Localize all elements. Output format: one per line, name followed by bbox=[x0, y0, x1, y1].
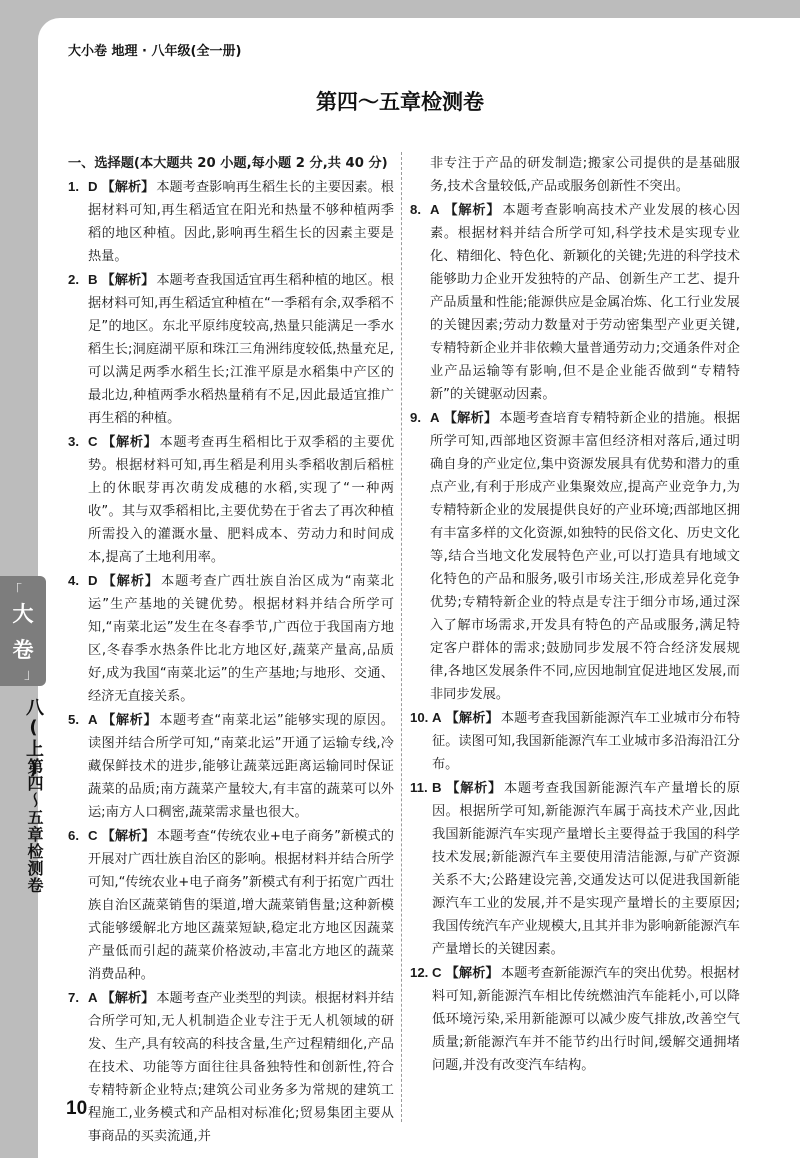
answer-letter: D bbox=[88, 573, 98, 588]
tab-char-1: 大 bbox=[12, 602, 34, 626]
question-body bbox=[88, 569, 394, 708]
analysis-tag: 【解析】 bbox=[101, 435, 158, 450]
answer-letter: B bbox=[432, 780, 442, 795]
tab-bracket-close: 」 bbox=[24, 667, 38, 683]
answer-letter: C bbox=[88, 434, 98, 449]
side-grade-label: 八(上) bbox=[23, 698, 44, 780]
analysis-tag: 【解析】 bbox=[101, 574, 160, 589]
right-column bbox=[410, 152, 740, 1077]
analysis-tag: 【解析】 bbox=[101, 713, 158, 728]
question-item bbox=[68, 824, 394, 986]
analysis-tag: 【解析】 bbox=[101, 180, 155, 195]
analysis-text: 本题考查我国适宜再生稻种植的地区。根据材料可知,再生稻适宜种植在“一季稻有余,双季稻不足”的地区。东北平原纬度较高,热量只能满足一季水稻生长;洞庭湖平原和珠江三角洲纬度较低,热量充足,可以满足两季水稻生长;江淮平原是水稻集中产区的最北边,种植两季水稻热量稍有不足,因此最适宜推广再生稻的种植。 bbox=[88, 273, 394, 426]
continuation-text: 非专注于产品的研发制造;搬家公司提供的是基础服务,技术含量较低,产品或服务创新性不突出。 bbox=[430, 156, 740, 194]
question-number: 12. bbox=[410, 965, 429, 980]
analysis-text: 本题考查影响再生稻生长的主要因素。根据材料可知,再生稻适宜在阳光和热量不够种植两季稻的地区种植。因此,影响再生稻生长的因素主要是热量。 bbox=[88, 180, 394, 264]
question-item bbox=[410, 706, 740, 776]
section-header: 一、选择题(本大题共 20 小题,每小题 2 分,共 40 分) bbox=[68, 156, 388, 171]
analysis-tag: 【解析】 bbox=[443, 411, 498, 426]
answer-letter: A bbox=[432, 710, 442, 725]
question-item bbox=[410, 406, 740, 706]
question-number: 2. bbox=[68, 272, 79, 287]
question-item bbox=[68, 569, 394, 708]
tab-char-2: 卷 bbox=[12, 638, 34, 662]
series-header: 大小卷 地理 · 八年级(全一册) bbox=[68, 44, 242, 59]
analysis-tag: 【解析】 bbox=[445, 711, 499, 726]
analysis-text: 本题考查再生稻相比于双季稻的主要优势。根据材料可知,再生稻是利用头季稻收割后稻桩上的休眠芽再次萌发成穗的水稻,实现了“一种两收”。其与双季稻相比,主要优势在于省去了再次种植所需投入的灌溉水量、肥料成本、劳动力和时间成本,提高了土地利用率。 bbox=[88, 435, 395, 565]
question-body bbox=[88, 175, 394, 268]
question-number: 9. bbox=[410, 410, 421, 425]
question-body bbox=[432, 706, 740, 776]
question-item bbox=[68, 268, 394, 430]
left-question-list bbox=[68, 175, 394, 1148]
analysis-text: 本题考查我国新能源汽车工业城市分布特征。读图可知,我国新能源汽车工业城市多沿海沿江分布。 bbox=[432, 711, 741, 772]
question-item bbox=[410, 776, 740, 961]
question-body bbox=[430, 406, 740, 706]
answer-letter: D bbox=[88, 179, 98, 194]
page-number: 10 bbox=[66, 1098, 88, 1119]
analysis-tag: 【解析】 bbox=[101, 273, 155, 288]
analysis-tag: 【解析】 bbox=[445, 966, 499, 981]
question-body bbox=[88, 430, 394, 569]
analysis-tag: 【解析】 bbox=[101, 829, 155, 844]
question-body bbox=[430, 198, 740, 406]
analysis-text: 本题考查“南菜北运”能够实现的原因。读图并结合所学可知,“南菜北运”开通了运输专线,冷藏保鲜技术的进步,能够让蔬菜远距离运输同时保证蔬菜的品质;南方蔬菜产量较大,有丰富的蔬菜可以外运;南方人口稠密,蔬菜需求量也很大。 bbox=[88, 713, 394, 820]
question-number: 5. bbox=[68, 712, 79, 727]
question-item bbox=[68, 986, 394, 1148]
question-number: 7. bbox=[68, 990, 79, 1005]
question-number: 4. bbox=[68, 573, 79, 588]
question-body bbox=[432, 961, 740, 1077]
question-item bbox=[68, 430, 394, 569]
answer-letter: A bbox=[88, 990, 98, 1005]
analysis-tag: 【解析】 bbox=[445, 781, 502, 796]
answer-letter: A bbox=[430, 410, 440, 425]
analysis-text: 本题考查影响高技术产业发展的核心因素。根据材料并结合所学可知,科学技术是实现专业化、精细化、特色化、新颖化的关键;先进的科学技术能够助力企业开发独特的产品、创新生产工艺、提升产品质量和性能;能源供应是金属冶炼、化工行业发展的关键因素;劳动力数量对于劳动密集型产业更关键,专精特新企业并非依赖大量普通劳动力;交通条件对企业产品运输等有影响,但不是企业能否做到“专精特新”的关键驱动因素。 bbox=[430, 203, 741, 402]
question-item bbox=[410, 198, 740, 406]
question-number: 8. bbox=[410, 202, 421, 217]
question-body bbox=[432, 776, 740, 961]
analysis-text: 本题考查新能源汽车的突出优势。根据材料可知,新能源汽车相比传统燃油汽车能耗小,可以降低环境污染,采用新能源可以减少废气排放,改善空气质量;新能源汽车并不能节约出行时间,缓解交通拥堵问题,并没有改变汽车结构。 bbox=[432, 966, 741, 1073]
question-body bbox=[88, 708, 394, 824]
side-chapter-label: 第四～五章检测卷 bbox=[25, 758, 44, 894]
answer-letter: B bbox=[88, 272, 98, 287]
side-tab bbox=[0, 576, 46, 686]
question-number: 10. bbox=[410, 710, 429, 725]
question-number: 11. bbox=[410, 780, 428, 795]
analysis-text: 本题考查广西壮族自治区成为“南菜北运”生产基地的关键优势。根据材料并结合所学可知,“南菜北运”发生在冬春季节,广西位于我国南方地区,冬春季水热条件比北方地区好,蔬菜产量高,品质好,成为我国“南菜北运”的生产基地;与地形、交通、经济无直接关系。 bbox=[88, 574, 394, 704]
analysis-text: 本题考查培育专精特新企业的措施。根据所学可知,西部地区资源丰富但经济相对落后,通过明确自身的产业定位,集中资源发展具有优势和潜力的重点产业,有利于形成产业集聚效应,提高产业竞争力,为专精特新企业的发展提供良好的产业环境;西部地区拥有丰富多样的文化资源,如独特的民俗文化、历史文化等,结合当地文化发展特色产业,可以打造具有地域文化特色的产品和服务,吸引市场关注,形成差异化竞争优势;专精特新企业的特点是专注于细分市场,通过深入了解市场需求,开发具有特色的产品或服务,满足特定客户群体的需求;鼓励同步发展不符合经济发展规律,各地区发展条件不同,应因地制宜促进地区发展,而非同步发展。 bbox=[430, 411, 741, 702]
question-item bbox=[68, 708, 394, 824]
question-body bbox=[88, 824, 394, 986]
question-number: 3. bbox=[68, 434, 79, 449]
question-number: 1. bbox=[68, 179, 79, 194]
column-divider bbox=[401, 152, 402, 1122]
analysis-tag: 【解析】 bbox=[101, 991, 155, 1006]
answer-letter: A bbox=[430, 202, 440, 217]
analysis-text: 本题考查产业类型的判读。根据材料并结合所学可知,无人机制造企业专注于无人机领域的研发、生产,具有较高的科技含量,生产过程精细化,产品在技术、功能等方面往往具备独特性和创新性,符合专精特新企业特点;建筑公司业务多为常规的建筑工程施工,业务模式和产品相对标准化;贸易集团主要从事商品的买卖流通,并 bbox=[88, 991, 394, 1144]
tab-bracket-open: 「 bbox=[8, 583, 22, 599]
page-title: 第四～五章检测卷 bbox=[316, 90, 484, 114]
question-body bbox=[88, 986, 394, 1148]
answer-letter: C bbox=[432, 965, 442, 980]
analysis-tag: 【解析】 bbox=[443, 203, 501, 218]
answer-letter: C bbox=[88, 828, 98, 843]
right-question-list bbox=[410, 198, 740, 1077]
left-column bbox=[68, 152, 394, 1148]
question-body bbox=[88, 268, 394, 430]
question-item bbox=[68, 175, 394, 268]
analysis-text: 本题考查“传统农业+电子商务”新模式的开展对广西壮族自治区的影响。根据材料并结合所学可知,“传统农业+电子商务”新模式有利于拓宽广西壮族自治区蔬菜销售的渠道,增大蔬菜销售量;这种新模式能够缓解北方地区蔬菜短缺,稳定北方地区因蔬菜产量低而引起的蔬菜价格波动,丰富北方地区的蔬菜消费品种。 bbox=[88, 829, 394, 982]
question-number: 6. bbox=[68, 828, 79, 843]
answer-letter: A bbox=[88, 712, 98, 727]
question-item bbox=[410, 961, 740, 1077]
analysis-text: 本题考查我国新能源汽车产量增长的原因。根据所学可知,新能源汽车属于高技术产业,因此我国新能源汽车实现产量增长主要得益于我国的科学技术发展;新能源汽车主要使用清洁能源,与矿产资源关系不大;公路建设完善,交通发达可以促进我国新能源汽车工业的发展,并不是实现产量增长的主要原因;我国传统汽车产业规模大,且其并非为影响新能源汽车产量增长的关键因素。 bbox=[432, 781, 741, 957]
